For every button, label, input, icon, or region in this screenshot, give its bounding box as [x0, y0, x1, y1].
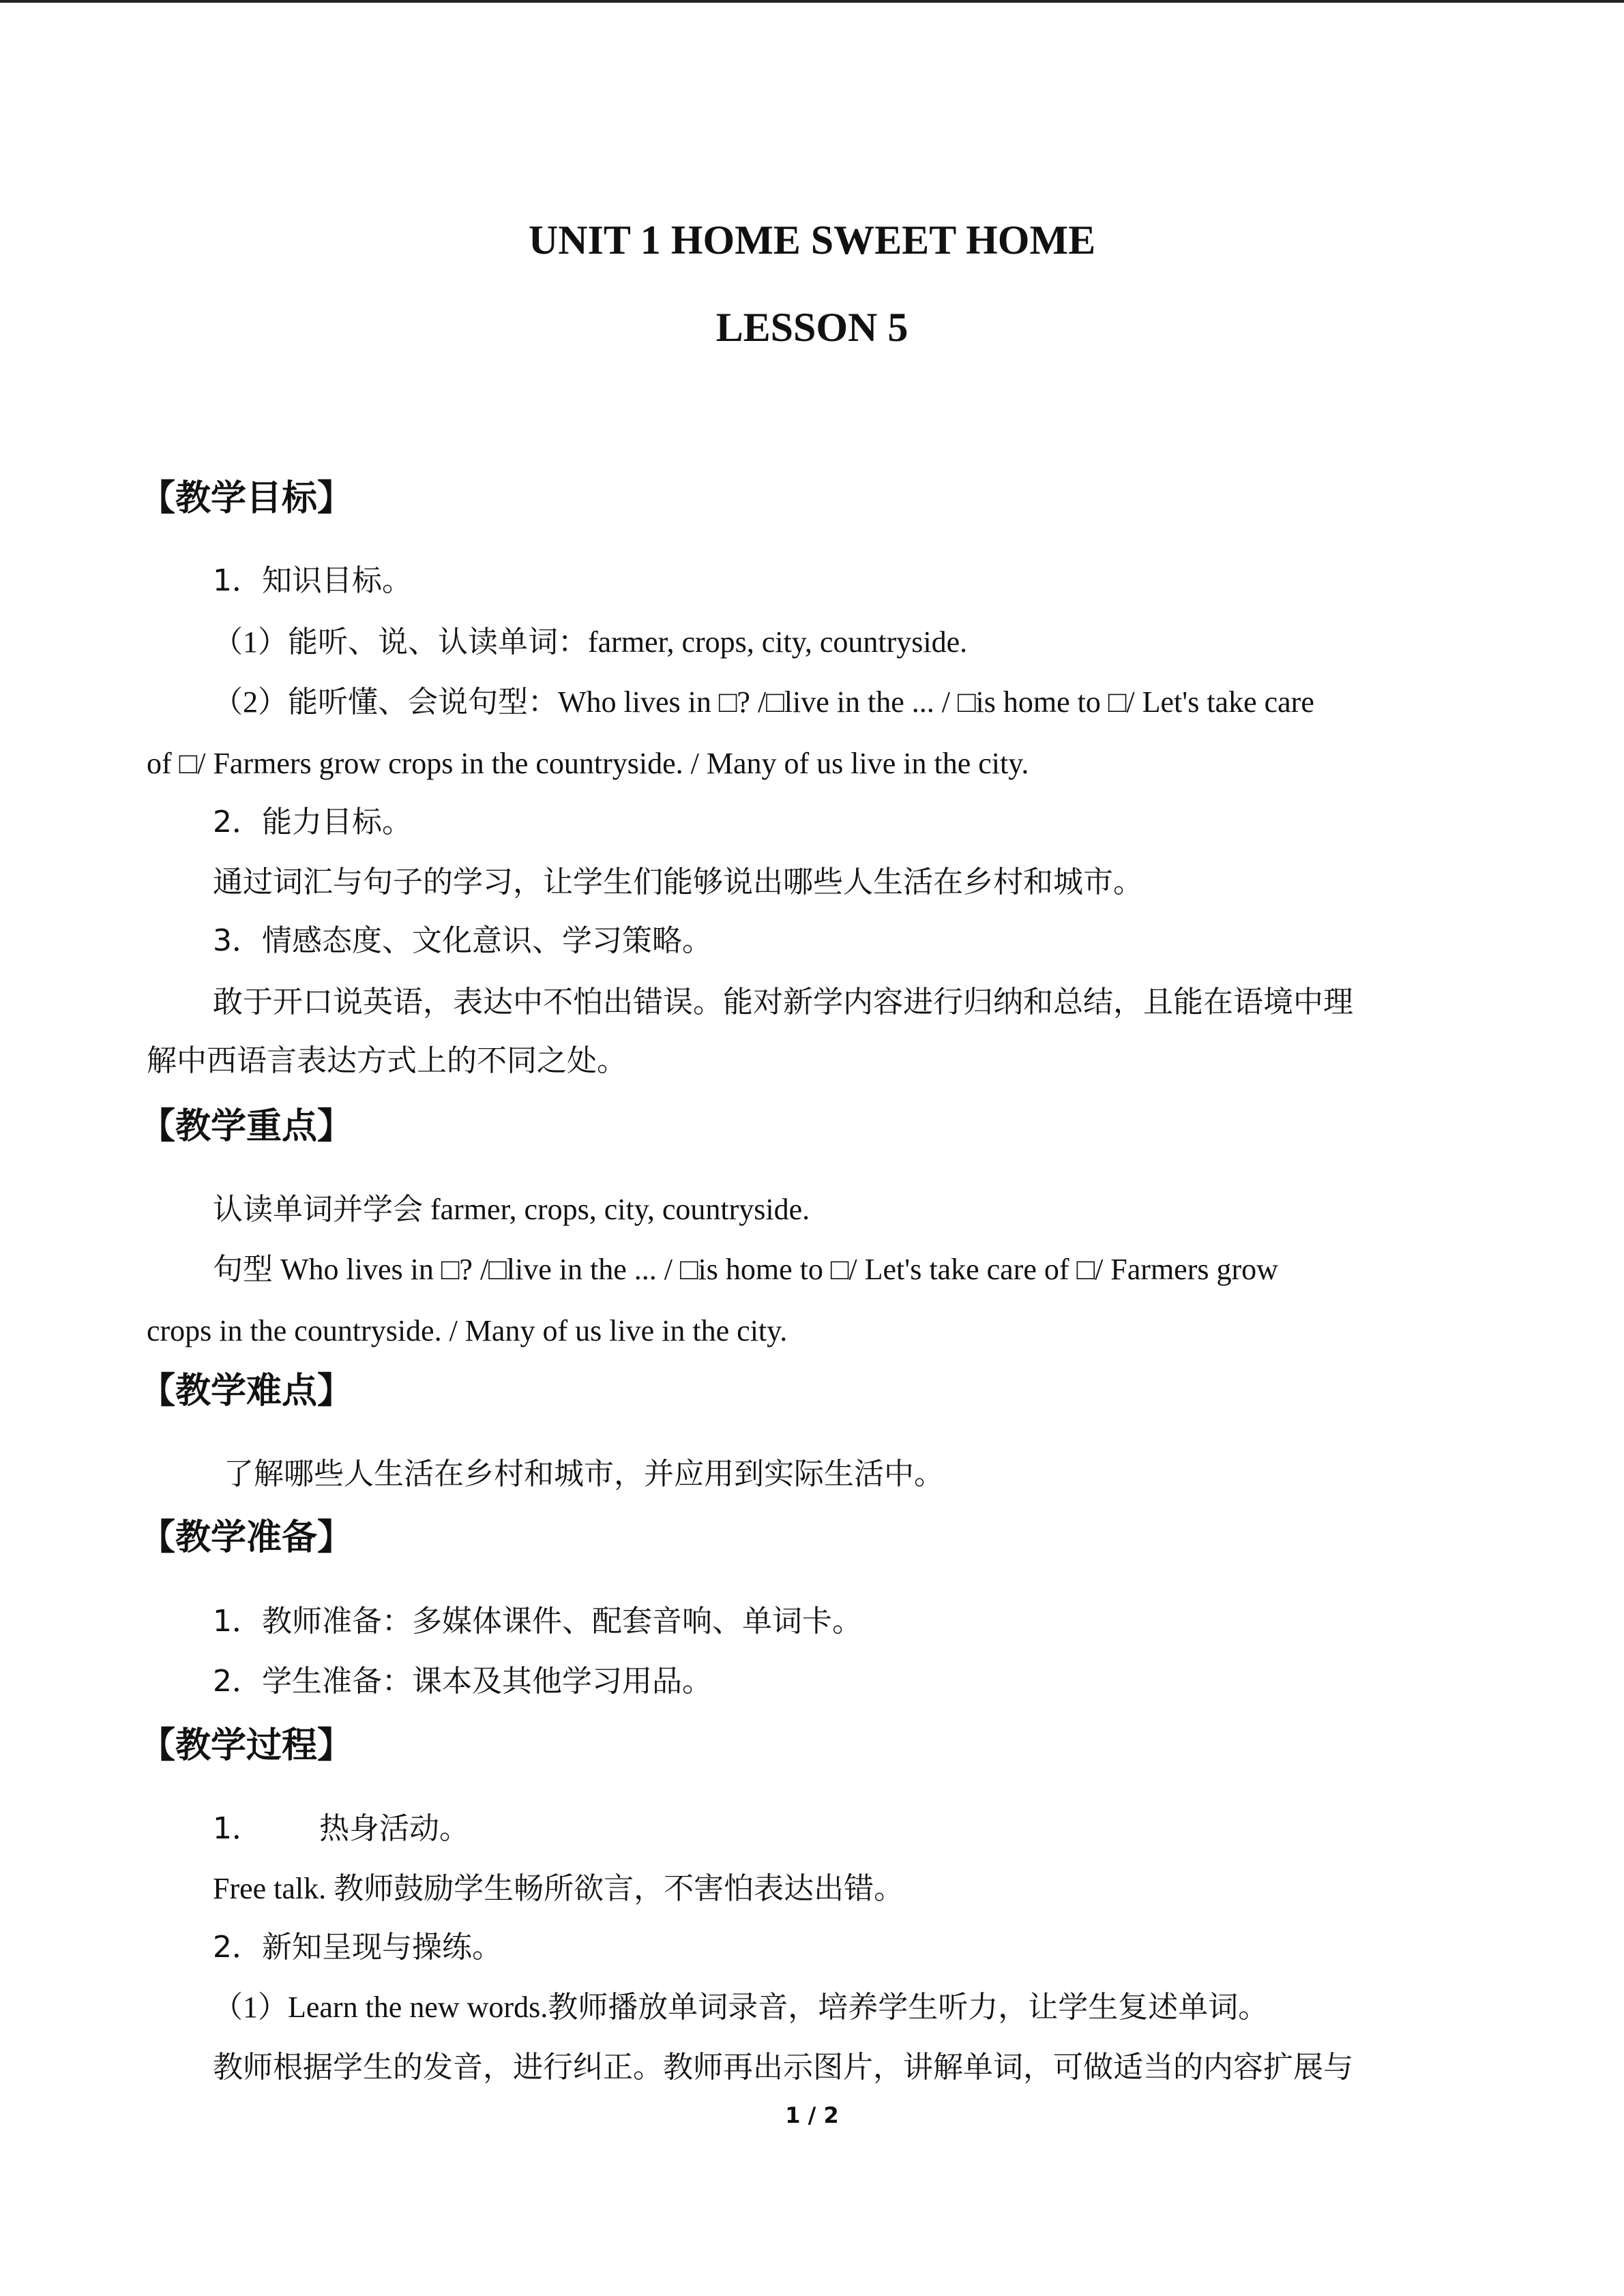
ability-objective-title: 2．能力目标。	[213, 805, 412, 839]
process-step1-text: Free talk. 教师鼓励学生畅所欲言，不害怕表达出错。	[213, 1872, 904, 1905]
emotion-objective-line2: 解中西语言表达方式上的不同之处。	[147, 1043, 627, 1078]
preparation-student: 2．学生准备：课本及其他学习用品。	[213, 1664, 712, 1699]
emotion-objective-line1: 敢于开口说英语，表达中不怕出错误。能对新学内容进行归纳和总结，且能在语境中理	[213, 985, 1353, 1019]
section-heading-process: 【教学过程】	[140, 1725, 353, 1766]
ability-objective-text: 通过词汇与句子的学习，让学生们能够说出哪些人生活在乡村和城市。	[213, 865, 1143, 899]
emotion-objective-title: 3．情感态度、文化意识、学习策略。	[213, 923, 712, 958]
lesson-title: LESSON 5	[715, 305, 909, 350]
knowledge-objective-2-line2: of □/ Farmers grow crops in the countryside. / Many of us live in the city.	[147, 747, 1029, 780]
difficulties-line1: 了解哪些人生活在乡村和城市，并应用到实际生活中。	[224, 1457, 944, 1491]
knowledge-objective-title: 1．知识目标。	[213, 563, 412, 598]
top-border	[0, 0, 1624, 3]
section-heading-difficulties: 【教学难点】	[140, 1371, 353, 1412]
section-heading-objectives: 【教学目标】	[140, 478, 353, 519]
process-step1-number: 1．	[213, 1811, 262, 1846]
section-heading-key-points: 【教学重点】	[140, 1106, 353, 1147]
key-points-line3: crops in the countryside. / Many of us live in the city.	[147, 1314, 788, 1347]
process-step2-sub1: （1）Learn the new words.教师播放单词录音，培养学生听力，让学生复述单词。	[213, 1991, 1269, 2024]
process-step2-text: 教师根据学生的发音，进行纠正。教师再出示图片，讲解单词，可做适当的内容扩展与	[213, 2050, 1353, 2085]
key-points-line2: 句型 Who lives in □? /□live in the ... / □is home to □/ Let's take care of □/ Farmers grow	[213, 1253, 1278, 1286]
process-step1-title: 热身活动。	[319, 1811, 469, 1846]
page-number: 1 / 2	[785, 2102, 839, 2128]
document-title: UNIT 1 HOME SWEET HOME	[528, 218, 1096, 263]
preparation-teacher: 1．教师准备：多媒体课件、配套音响、单词卡。	[213, 1604, 862, 1639]
section-heading-preparation: 【教学准备】	[140, 1517, 353, 1558]
key-points-line1: 认读单词并学会 farmer, crops, city, countryside.	[213, 1193, 810, 1226]
knowledge-objective-1: （1）能听、说、认读单词：farmer, crops, city, countryside.	[213, 625, 968, 659]
knowledge-objective-2-line1: （2）能听懂、会说句型：Who lives in □? /□live in the ... / □is home to □/ Let's take care	[213, 685, 1314, 719]
process-step2-title: 2．新知呈现与操练。	[213, 1930, 502, 1965]
